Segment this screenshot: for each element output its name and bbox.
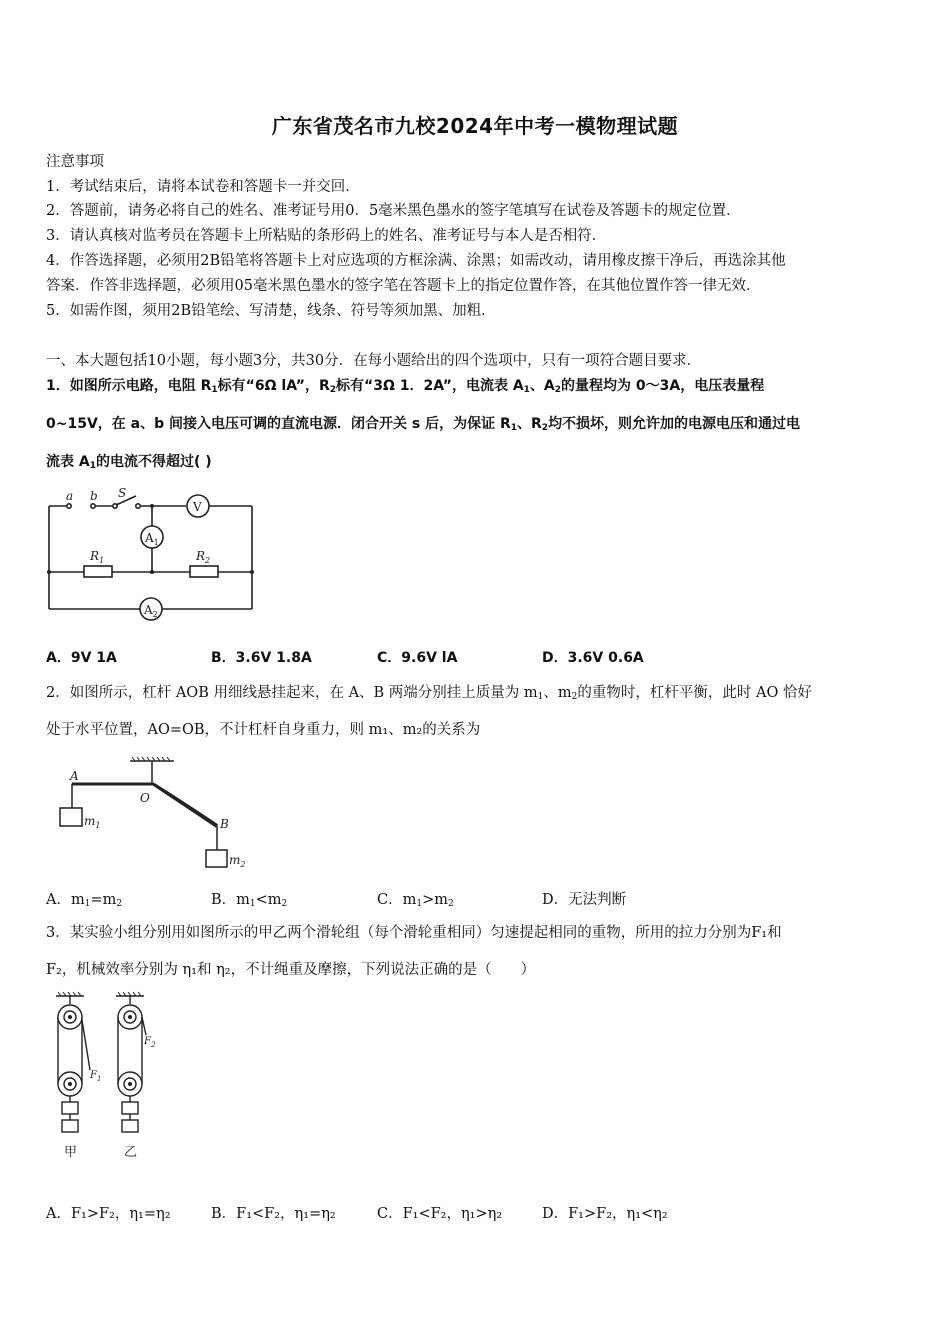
- ammeter-a1-label: $A_1$: [145, 531, 159, 547]
- pivot-o-label: O: [140, 791, 150, 805]
- junction-dot-mid: [150, 570, 154, 574]
- q3-option-c[interactable]: C．F₁<F₂，η₁>η₂: [377, 1206, 503, 1222]
- page-title: 广东省茂名市九校2024年中考一模物理试题: [271, 114, 679, 138]
- mass-m2-label: $m_2$: [229, 853, 246, 869]
- pulley-axle-jia-bottom: [68, 1082, 72, 1086]
- pulley-axle-jia-top: [68, 1015, 72, 1019]
- junction-dot-right: [250, 570, 254, 574]
- ammeter-a2-label: $A_2$: [144, 603, 158, 619]
- q1-text-line1: 1．如图所示电路，电阻 $R_1$标有“6Ω lA”，$R_2$标有“3Ω 1．2A”，电流表 $A_1$、$A_2$的量程均为 0～3A，电压表量程: [46, 378, 765, 395]
- pulley-jia-label: 甲: [64, 1145, 78, 1160]
- q2-option-c[interactable]: C．$m_1>m_2$: [377, 892, 454, 909]
- q1-text-line2: 0~15V，在 a、b 间接入电压可调的直流电源．闭合开关 s 后，为保证 $R_1$、$R_2$均不损坏，则允许加的电源电压和通过电: [46, 416, 801, 433]
- q2-text-line1: 2．如图所示，杠杆 AOB 用细线悬挂起来，在 A、B 两端分别挂上质量为 $m_1$、$m_2$的重物时，杠杆平衡，此时 AO 恰好: [46, 685, 812, 702]
- q3-option-d[interactable]: D．F₁>F₂，η₁<η₂: [542, 1206, 668, 1222]
- point-b-label: B: [220, 817, 229, 831]
- q1-option-a[interactable]: A．9V 1A: [46, 650, 117, 666]
- q3-pulley-diagram: [44, 990, 184, 1165]
- pulley-axle-yi-bottom: [128, 1082, 132, 1086]
- notice-heading: 注意事项: [46, 154, 104, 170]
- notice-item-5: 5．如需作图，须用2B铅笔绘、写清楚，线条、符号等须加黑、加粗．: [46, 303, 496, 319]
- q3-option-b[interactable]: B．F₁<F₂，η₁=η₂: [211, 1206, 336, 1222]
- q3-option-a[interactable]: A．F₁>F₂，η₁=η₂: [46, 1206, 171, 1222]
- mass-m1-label: $m_1$: [84, 814, 101, 830]
- terminal-b-label: b: [90, 489, 98, 503]
- notice-item-3: 3．请认真核对监考员在答题卡上所粘贴的条形码上的姓名、准考证号与本人是否相符．: [46, 228, 607, 244]
- notice-item-1: 1．考试结束后，请将本试卷和答题卡一并交回．: [46, 179, 360, 195]
- notice-item-4: 4．作答选择题，必须用2B铅笔将答题卡上对应选项的方框涂满、涂黑；如需改动，请用橡皮擦干净后，再选涂其他: [46, 253, 786, 269]
- q2-option-d[interactable]: D．无法判断: [542, 892, 627, 908]
- force-f1-label: $F_1$: [90, 1070, 102, 1083]
- junction-dot-left: [47, 570, 51, 574]
- q2-option-b[interactable]: B．$m_1<m_2$: [211, 892, 288, 909]
- resistor-r2-label: $R_2$: [196, 549, 211, 565]
- pulley-axle-yi-top: [128, 1015, 132, 1019]
- q3-text-line1: 3．某实验小组分别用如图所示的甲乙两个滑轮组（每个滑轮重相同）匀速提起相同的重物，所用的拉力分别为F₁和: [46, 925, 782, 941]
- notice-item-2: 2．答题前，请务必将自己的姓名、准考证号用0．5毫米黑色墨水的签字笔填写在试卷及答题卡的规定位置．: [46, 203, 741, 219]
- q3-text-line2: F₂，机械效率分别为 η₁和 η₂，不计绳重及摩擦，下列说法正确的是（ ）: [46, 962, 536, 978]
- junction-dot-top: [150, 504, 154, 508]
- q2-option-a[interactable]: A．$m_1=m_2$: [46, 892, 123, 909]
- switch-label: S: [118, 486, 127, 500]
- notice-item-4-cont: 答案．作答非选择题，必须用05毫米黑色墨水的签字笔在答题卡上的指定位置作答，在其他位置作答一律无效．: [46, 278, 761, 294]
- q2-lever-diagram: [50, 756, 270, 874]
- q1-option-d[interactable]: D．3.6V 0.6A: [542, 650, 644, 666]
- q1-option-c[interactable]: C．9.6V lA: [377, 650, 458, 666]
- terminal-a-label: a: [66, 489, 74, 503]
- q1-circuit-diagram: [40, 486, 260, 619]
- force-f2-label: $F_2$: [144, 1036, 156, 1049]
- pulley-yi-label: 乙: [124, 1145, 138, 1160]
- resistor-r1-label: $R_1$: [90, 549, 105, 565]
- q1-option-b[interactable]: B．3.6V 1.8A: [211, 650, 312, 666]
- section-heading: 一、本大题包括10小题，每小题3分，共30分．在每小题给出的四个选项中，只有一项符合题目要求．: [46, 353, 702, 369]
- point-a-label: A: [70, 769, 79, 783]
- voltmeter-label: V: [193, 500, 202, 514]
- q2-text-line2: 处于水平位置，AO=OB，不计杠杆自身重力，则 m₁、m₂的关系为: [46, 722, 481, 738]
- q1-text-line3: 流表 $A_1$的电流不得超过( ): [46, 454, 212, 471]
